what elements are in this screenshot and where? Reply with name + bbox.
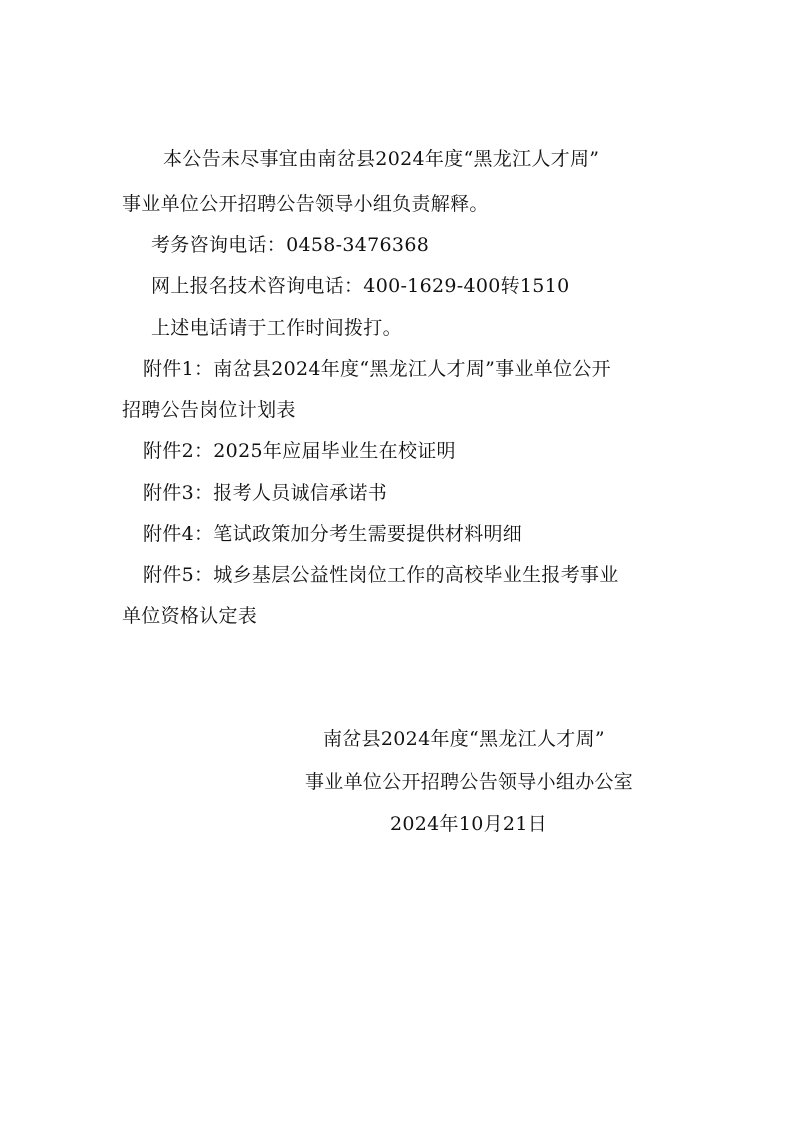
attachment-3-line: 附件3：报考人员诚信承诺书	[143, 482, 387, 504]
signature-org-line-2: 事业单位公开招聘公告领导小组办公室	[305, 771, 634, 793]
exam-phone-line: 考务咨询电话：0458-3476368	[151, 234, 430, 256]
closing-paragraph-line-2: 事业单位公开招聘公告领导小组负责解释。	[122, 193, 489, 215]
attachment-5-line-1: 附件5：城乡基层公益性岗位工作的高校毕业生报考事业	[143, 564, 619, 586]
attachment-1-line-2: 招聘公告岗位计划表	[122, 399, 296, 421]
attachment-5-line-2: 单位资格认定表	[122, 605, 258, 627]
attachment-1-line-1: 附件1：南岔县2024年度“黑龙江人才周”事业单位公开	[143, 358, 611, 380]
signature-date: 2024年10月21日	[390, 813, 548, 835]
phone-note-line: 上述电话请于工作时间拨打。	[151, 317, 402, 339]
tech-phone-line: 网上报名技术咨询电话：400-1629-400转1510	[151, 275, 570, 297]
attachment-4-line: 附件4：笔试政策加分考生需要提供材料明细	[143, 523, 523, 545]
closing-paragraph-line-1: 本公告未尽事宜由南岔县2024年度“黑龙江人才周”	[163, 148, 600, 170]
signature-org-line-1: 南岔县2024年度“黑龙江人才周”	[323, 728, 605, 750]
attachment-2-line: 附件2：2025年应届毕业生在校证明	[143, 440, 456, 462]
